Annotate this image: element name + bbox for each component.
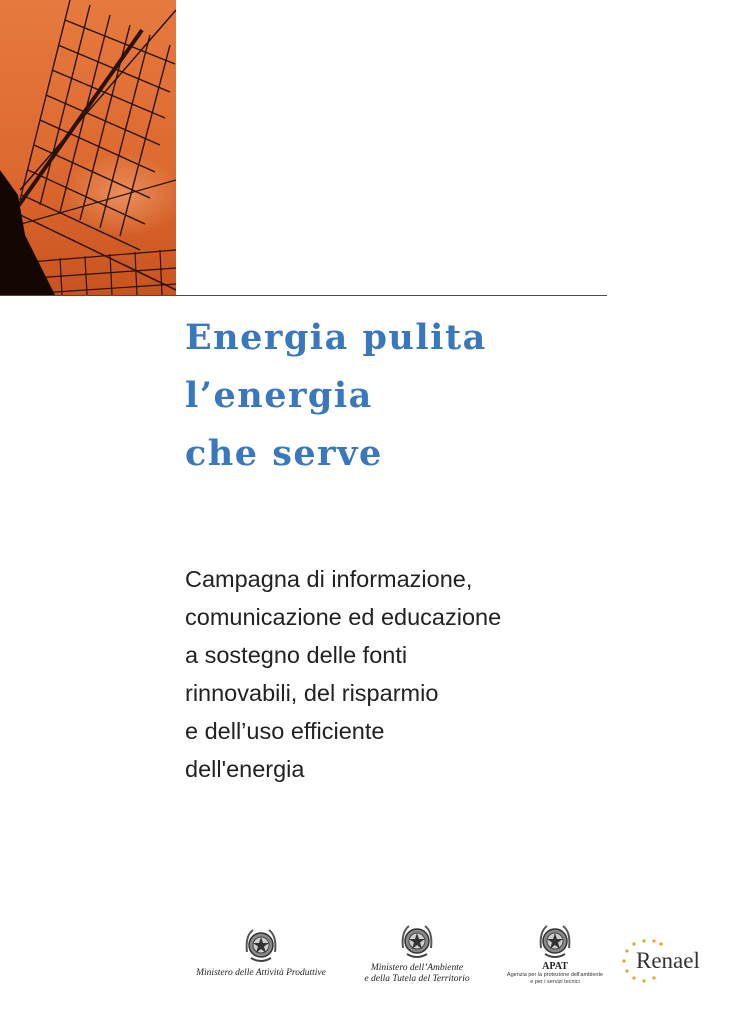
subtitle-line-2: comunicazione ed educazione — [185, 604, 502, 630]
cover-photo-windmill — [0, 0, 176, 295]
subtitle-line-6: dell'energia — [185, 756, 305, 782]
title-line-2: l’energia — [185, 375, 373, 416]
apat-name: APAT — [542, 961, 568, 972]
apat-desc-line-2: e per i servizi tecnici — [530, 978, 580, 985]
apat-desc-line-1: Agenzia per la protezione dell'ambiente — [506, 972, 604, 978]
subtitle-line-5: e dell’uso efficiente — [185, 718, 385, 744]
ministero-attivita-caption: Ministero delle Attività Produttive — [196, 968, 326, 978]
italian-republic-emblem-icon — [243, 926, 279, 964]
logo-ministero-ambiente — [355, 922, 479, 985]
title-line-1: Energia pulita — [185, 317, 487, 358]
subtitle-line-1: Campagna di informazione, — [185, 566, 473, 592]
italian-republic-emblem-icon — [537, 922, 573, 960]
subtitle-line-3: a sostegno delle fonti — [185, 642, 408, 668]
campaign-description — [185, 563, 705, 791]
ministero-ambiente-caption-line-2: e della Tutela del Territorio — [364, 974, 470, 984]
logo-renael — [620, 936, 710, 986]
renael-name: Renael — [636, 948, 700, 973]
title-line-3: che serve — [185, 433, 383, 474]
page-title — [185, 312, 725, 486]
logo-apat — [505, 922, 605, 985]
header-divider — [0, 295, 607, 296]
italian-republic-emblem-icon — [399, 922, 435, 960]
logo-ministero-attivita-produttive — [186, 926, 336, 979]
subtitle-line-4: rinnovabili, del risparmio — [185, 680, 439, 706]
ministero-ambiente-caption-line-1: Ministero dell’Ambiente — [370, 963, 464, 973]
